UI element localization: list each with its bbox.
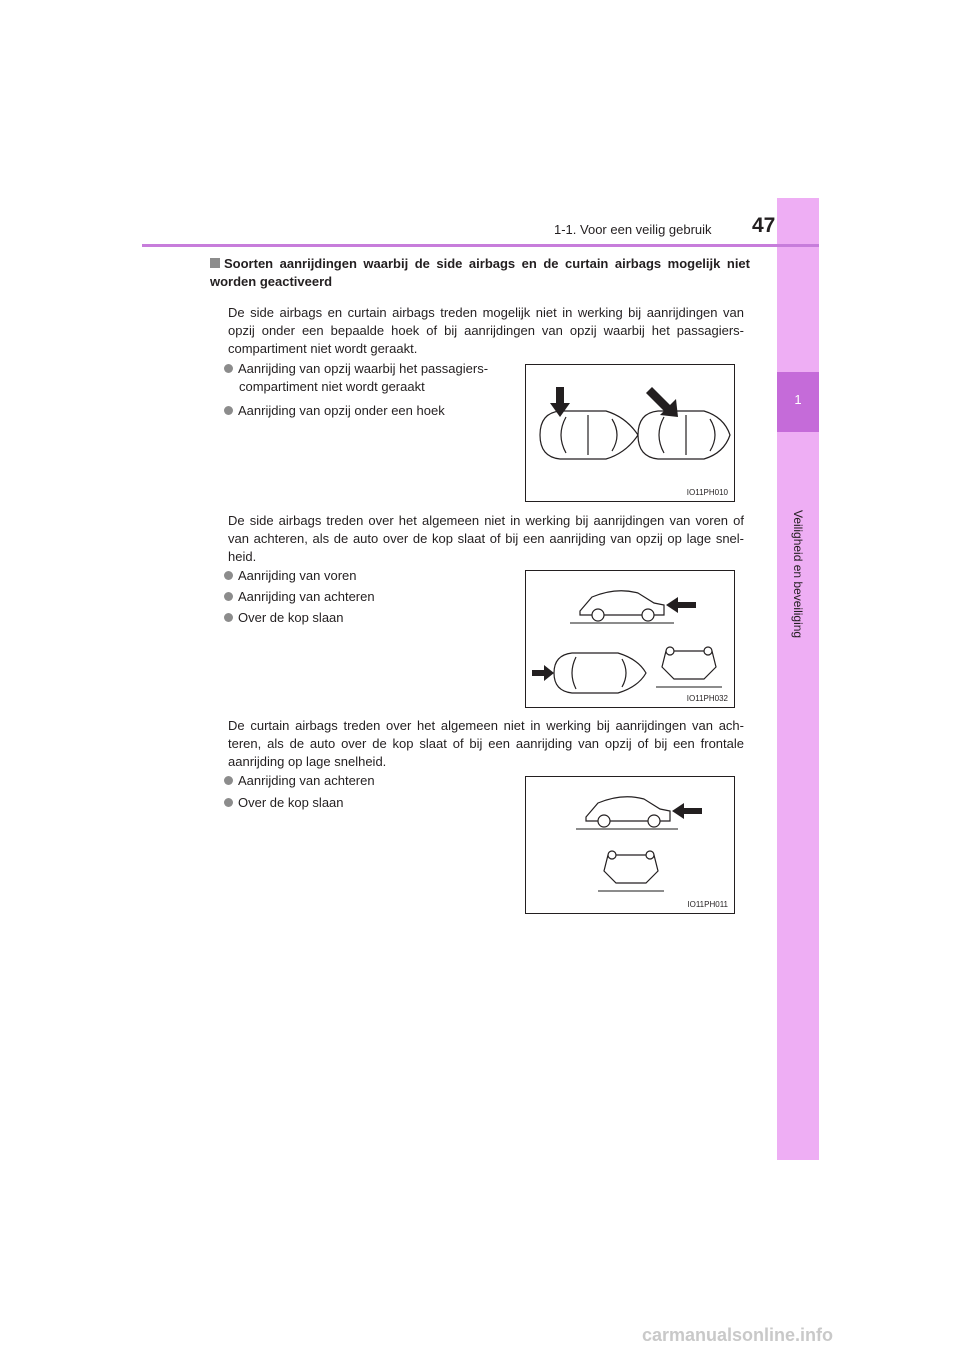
figure-side-impact: [525, 364, 735, 502]
list-item: Aanrijding van achteren: [224, 588, 514, 606]
list-item: Aanrijding van opzij onder een hoek: [224, 402, 514, 420]
arrow-right-icon: [532, 665, 554, 681]
list-item: Aanrijding van voren: [224, 567, 514, 585]
chapter-label: Veiligheid en beveiliging: [791, 510, 805, 639]
arrow-left-icon: [666, 597, 696, 613]
list-item: Over de kop slaan: [224, 794, 514, 812]
car-side-view: [586, 797, 670, 827]
car-upside-down: [604, 851, 658, 883]
header-divider: [142, 244, 819, 247]
bullet-icon: [224, 592, 233, 601]
bullet-icon: [224, 776, 233, 785]
header-title: 1-1. Voor een veilig gebruik: [554, 222, 712, 237]
chapter-number: 1: [794, 392, 802, 407]
car-top-view: [554, 653, 646, 693]
figure-code: IO11PH032: [686, 694, 728, 703]
watermark: carmanualsonline.info: [642, 1325, 834, 1345]
figure-rear-rollover: [525, 776, 735, 914]
bullet-icon: [224, 571, 233, 580]
list-item: Aanrijding van opzij waarbij het passagiers- compartiment niet wordt geraakt: [224, 360, 514, 396]
paragraph-2: De side airbags treden over het algemeen niet in werking bij aanrijdingen van voren of van achteren, als de auto over de kop slaat of bij een aanrijding van opzij op lage snel-heid.: [228, 513, 744, 564]
paragraph-1: De side airbags en curtain airbags treden mogelijk niet in werking bij aanrijdingen van opzij onder een bepaalde hoek of bij aanrijdingen van opzij waarbij het passagiers-compartiment niet wordt geraakt.: [228, 305, 744, 356]
car-top-view-2: [638, 411, 730, 459]
bullet-icon: [224, 613, 233, 622]
car-side-view: [580, 591, 664, 621]
list-item: Over de kop slaan: [224, 609, 514, 627]
bullet-icon: [224, 798, 233, 807]
paragraph-3: De curtain airbags treden over het algemeen niet in werking bij aanrijdingen van ach-teren, als de auto over de kop slaat of bij een aanrijding van opzij of bij een frontale aanrijding op lage snelheid.: [228, 718, 744, 769]
bullet-icon: [224, 406, 233, 415]
figure-code: IO11PH011: [687, 900, 728, 909]
bullet-icon: [224, 364, 233, 373]
page-number: 47: [752, 214, 776, 237]
figure-code: IO11PH010: [686, 488, 728, 497]
section-heading: Soorten aanrijdingen waarbij de side airbags en de curtain airbags mogelijk niet worden geactiveerd: [210, 256, 750, 289]
side-tab: [777, 198, 819, 1160]
arrow-left-icon: [672, 803, 702, 819]
car-upside-down: [662, 647, 716, 679]
figure-front-rear-rollover: [525, 570, 735, 708]
list-item: Aanrijding van achteren: [224, 772, 514, 790]
square-bullet-icon: [210, 258, 220, 268]
car-top-view-1: [540, 411, 638, 459]
